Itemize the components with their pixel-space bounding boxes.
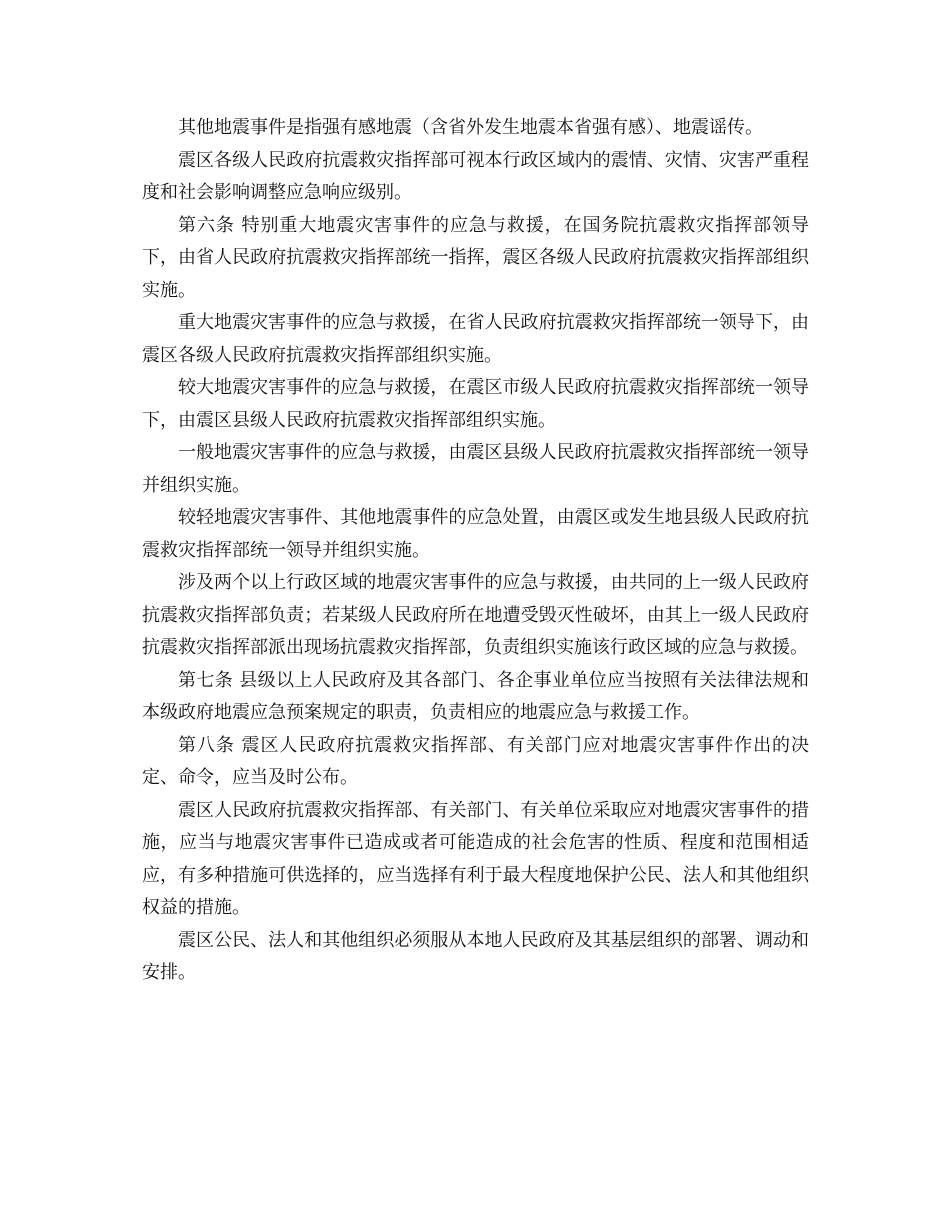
- paragraph-5: 较大地震灾害事件的应急与救援，在震区市级人民政府抗震救灾指挥部统一领导下，由震区县级人民政府抗震救灾指挥部组织实施。: [142, 377, 809, 431]
- paragraph-12: 震区公民、法人和其他组织必须服从本地人民政府及其基层组织的部署、调动和安排。: [142, 929, 809, 983]
- paragraph-2: 震区各级人民政府抗震救灾指挥部可视本行政区域内的震情、灾情、灾害严重程度和社会影响调整应急响应级别。: [142, 149, 809, 203]
- paragraph-11: 震区人民政府抗震救灾指挥部、有关部门、有关单位采取应对地震灾害事件的措施，应当与地震灾害事件已造成或者可能造成的社会危害的性质、程度和范围相适应，有多种措施可供选择的，应当选择有利于最大程度地保护公民、法人和其他组织权益的措施。: [142, 799, 809, 918]
- paragraph-article-7: 第七条 县级以上人民政府及其各部门、各企事业单位应当按照有关法律法规和本级政府地震应急预案规定的职责，负责相应的地震应急与救援工作。: [142, 669, 809, 723]
- paragraph-article-6: 第六条 特别重大地震灾害事件的应急与救援，在国务院抗震救灾指挥部领导下，由省人民政府抗震救灾指挥部统一指挥，震区各级人民政府抗震救灾指挥部组织实施。: [142, 214, 809, 301]
- paragraph-1: 其他地震事件是指强有感地震（含省外发生地震本省强有感）、地震谣传。: [178, 117, 763, 138]
- paragraph-8: 涉及两个以上行政区域的地震灾害事件的应急与救援，由共同的上一级人民政府抗震救灾指挥部负责；若某级人民政府所在地遭受毁灭性破坏，由其上一级人民政府抗震救灾指挥部派出现场抗震救灾指挥部，负责组织实施该行政区域的应急与救援。: [142, 572, 809, 658]
- paragraph-article-8: 第八条 震区人民政府抗震救灾指挥部、有关部门应对地震灾害事件作出的决定、命令，应当及时公布。: [142, 734, 809, 788]
- paragraph-4: 重大地震灾害事件的应急与救援，在省人民政府抗震救灾指挥部统一领导下，由震区各级人民政府抗震救灾指挥部组织实施。: [142, 312, 809, 366]
- paragraph-6: 一般地震灾害事件的应急与救援，由震区县级人民政府抗震救灾指挥部统一领导并组织实施。: [142, 442, 809, 496]
- paragraph-7: 较轻地震灾害事件、其他地震事件的应急处置，由震区或发生地县级人民政府抗震救灾指挥部统一领导并组织实施。: [142, 507, 809, 561]
